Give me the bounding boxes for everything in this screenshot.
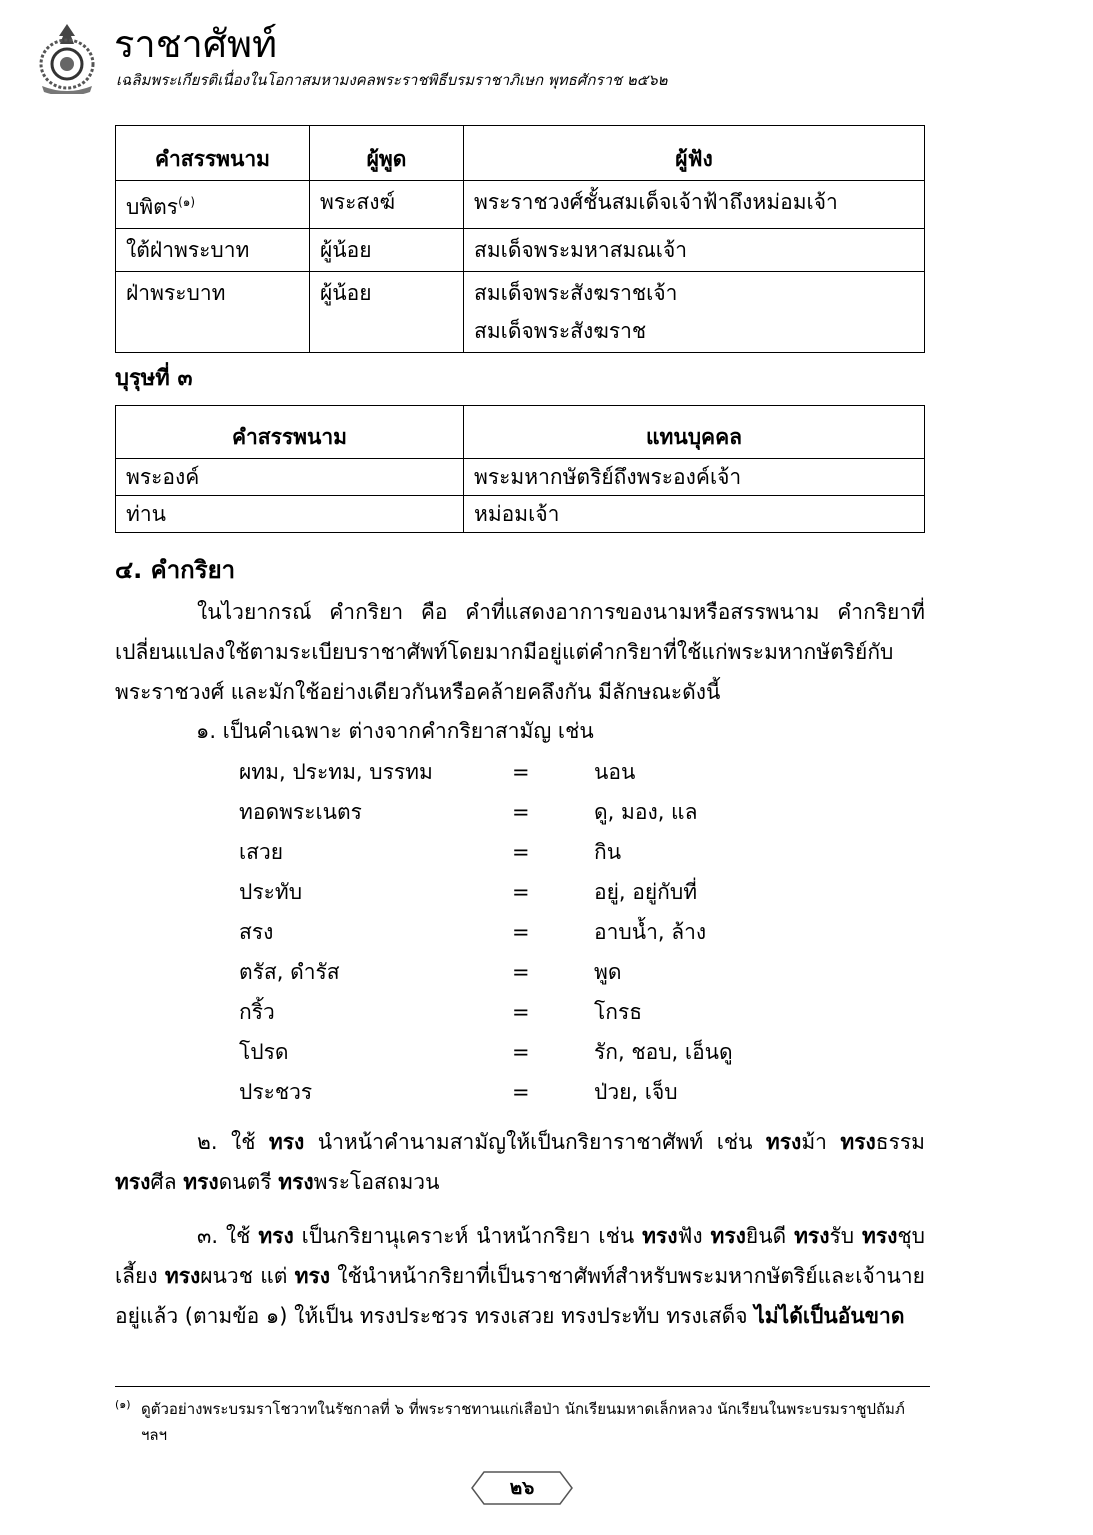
table-cell: พระองค์ [116,459,464,496]
bold-word: ทรง [164,1264,201,1288]
section-heading-person3: บุรุษที่ ๓ [115,366,193,391]
vocab-list [239,752,799,1112]
pronoun-table-1 [115,125,925,353]
royal-emblem-icon [30,20,104,94]
table-cell: หม่อมเจ้า [464,496,925,533]
item-text: ดนตรี [218,1170,279,1194]
listener-line: สมเด็จพระสังฆราชเจ้า [474,281,678,305]
item-text: ๒. ใช้ [197,1130,269,1154]
footnote [115,1396,930,1448]
item-text: ใช้นำหน้ากริยาที่เป็นราชาศัพท์สำหรับพระมหากษัตริย์และเจ้านายอยู่แล้ว (ตามข้อ ๑) ให้เป็น ทรงประชวร ทรงเสวย ทรงประทับ ทรงเสด็จ [115,1264,925,1328]
item-text: เป็นกริยานุเคราะห์ นำหน้ากริยา เช่น [293,1224,643,1248]
vocab-equals: = [512,1080,530,1104]
table-cell: ผู้น้อย [310,229,464,272]
table-header-row [116,126,925,181]
vocab-row [239,1032,799,1072]
vocab-equals: = [512,920,530,944]
vocab-equals: = [512,1040,530,1064]
table-row [116,496,925,533]
table-cell: ผู้น้อย [310,272,464,353]
table-header-row [116,406,925,459]
item-text: ผนวช แต่ [200,1264,295,1288]
item-text: ม้า [801,1130,841,1154]
vocab-row [239,792,799,832]
item-text: ศีล [150,1170,184,1194]
vocab-term: กริ้ว [239,1000,275,1024]
item-text: ยินดี [745,1224,795,1248]
table-cell: ใต้ฝ่าพระบาท [116,229,310,272]
vocab-meaning: รัก, ชอบ, เอ็นดู [594,1040,733,1064]
column-header: แทนบุคคล [464,406,925,459]
column-header: คำสรรพนาม [116,406,464,459]
table-row [116,459,925,496]
vocab-meaning: โกรธ [594,1000,643,1024]
page-number: ๒๖ [509,1477,535,1499]
bold-word: ทรง [268,1130,305,1154]
bold-word: ทรง [710,1224,746,1248]
vocab-term: ผทม, ประทม, บรรทม [239,760,433,784]
item-text: ๓. ใช้ [197,1224,259,1248]
item-text: ชุบเลี้ยง [115,1224,925,1288]
vocab-term: ประชวร [239,1080,313,1104]
bold-word: ทรง [278,1170,314,1194]
intro-paragraph: ในไวยากรณ์ คำกริยา คือ คำที่แสดงอาการของนามหรือสรรพนาม คำกริยาที่เปลี่ยนแปลงใช้ตามระเบียบราชาศัพท์โดยมากมีอยู่แต่คำกริยาที่ใช้แก่พระมหากษัตริย์กับพระราชวงศ์ และมักใช้อย่างเดียวกันหรือคล้ายคลึงกัน มีลักษณะดังนี้ [115,600,925,704]
vocab-row [239,872,799,912]
table-cell: สมเด็จพระมหาสมณเจ้า [464,229,925,272]
column-header: ผู้ฟัง [464,126,925,181]
list-item-2 [115,1122,925,1202]
listener-line: สมเด็จพระสังฆราช [474,319,647,343]
vocab-term: ประทับ [239,880,303,904]
bold-word: ทรง [115,1170,151,1194]
vocab-equals: = [512,1000,530,1024]
footnote-mark: (๑) [115,1398,131,1411]
vocab-equals: = [512,880,530,904]
item-text: พระโอสถมวน [313,1170,440,1194]
vocab-meaning: ป่วย, เจ็บ [594,1080,678,1104]
vocab-row [239,912,799,952]
list-item-3 [115,1216,925,1336]
pronoun-text: บพิตร [126,195,179,219]
vocab-meaning: ดู, มอง, แล [594,800,698,824]
bold-word: ทรง [840,1130,876,1154]
vocab-equals: = [512,760,530,784]
table-row [116,272,925,353]
vocab-row [239,992,799,1032]
footnote-text: ดูตัวอย่างพระบรมราโชวาทในรัชกาลที่ ๖ ที่พระราชทานแก่เสือป่า นักเรียนมหาดเล็กหลวง นักเรียนในพระบรมราชูปถัมภ์ ฯลฯ [141,1400,905,1444]
bold-word: ทรง [862,1224,898,1248]
vocab-meaning: อยู่, อยู่กับที่ [594,880,698,904]
bold-word: ทรง [294,1264,331,1288]
bold-word: ทรง [765,1130,802,1154]
table-cell: พระราชวงศ์ชั้นสมเด็จเจ้าฟ้าถึงหม่อมเจ้า [464,181,925,229]
table-cell: ท่าน [116,496,464,533]
column-header: คำสรรพนาม [116,126,310,181]
vocab-meaning: กิน [594,840,622,864]
table-cell: พระสงฆ์ [310,181,464,229]
bold-word: ทรง [258,1224,294,1248]
vocab-equals: = [512,840,530,864]
page-number-badge [468,1468,576,1508]
page-header [28,18,1068,98]
table-row [116,229,925,272]
page-title: ราชาศัพท์ [114,22,278,66]
vocab-term: ทอดพระเนตร [239,800,362,824]
list-item-1-intro: ๑. เป็นคำเฉพาะ ต่างจากคำกริยาสามัญ เช่น [196,719,594,743]
column-header: ผู้พูด [310,126,464,181]
pronoun-table-2 [115,405,925,533]
section-heading-verbs: ๔. คำกริยา [115,556,236,584]
table-row [116,181,925,229]
vocab-equals: = [512,800,530,824]
vocab-row [239,952,799,992]
vocab-equals: = [512,960,530,984]
table-cell: ฝ่าพระบาท [116,272,310,353]
table-cell [116,181,310,229]
table-cell [464,272,925,353]
bold-word: ทรง [642,1224,678,1248]
vocab-meaning: พูด [594,960,622,984]
bold-word: ทรง [794,1224,830,1248]
bold-word: ไม่ได้เป็นอันขาด [754,1304,905,1328]
vocab-row [239,752,799,792]
vocab-term: สรง [239,920,274,944]
vocab-term: เสวย [239,840,284,864]
bold-word: ทรง [183,1170,219,1194]
item-text: ฟัง [677,1224,711,1248]
vocab-row [239,832,799,872]
item-text: รับ [829,1224,862,1248]
item-text: นำหน้าคำนามสามัญให้เป็นกริยาราชาศัพท์ เช่น [304,1130,766,1154]
page-subtitle: เฉลิมพระเกียรติเนื่องในโอกาสมหามงคลพระราชพิธีบรมราชาภิเษก พุทธศักราช ๒๕๖๒ [116,71,668,89]
vocab-meaning: อาบน้ำ, ล้าง [594,920,707,944]
vocab-meaning: นอน [594,760,636,784]
table-cell: พระมหากษัตริย์ถึงพระองค์เจ้า [464,459,925,496]
footnote-ref: (๑) [178,195,196,209]
vocab-term: ตรัส, ดำรัส [239,960,340,984]
footnote-divider [115,1386,930,1387]
vocab-row [239,1072,799,1112]
vocab-term: โปรด [239,1040,289,1064]
item-text: ธรรม [875,1130,925,1154]
